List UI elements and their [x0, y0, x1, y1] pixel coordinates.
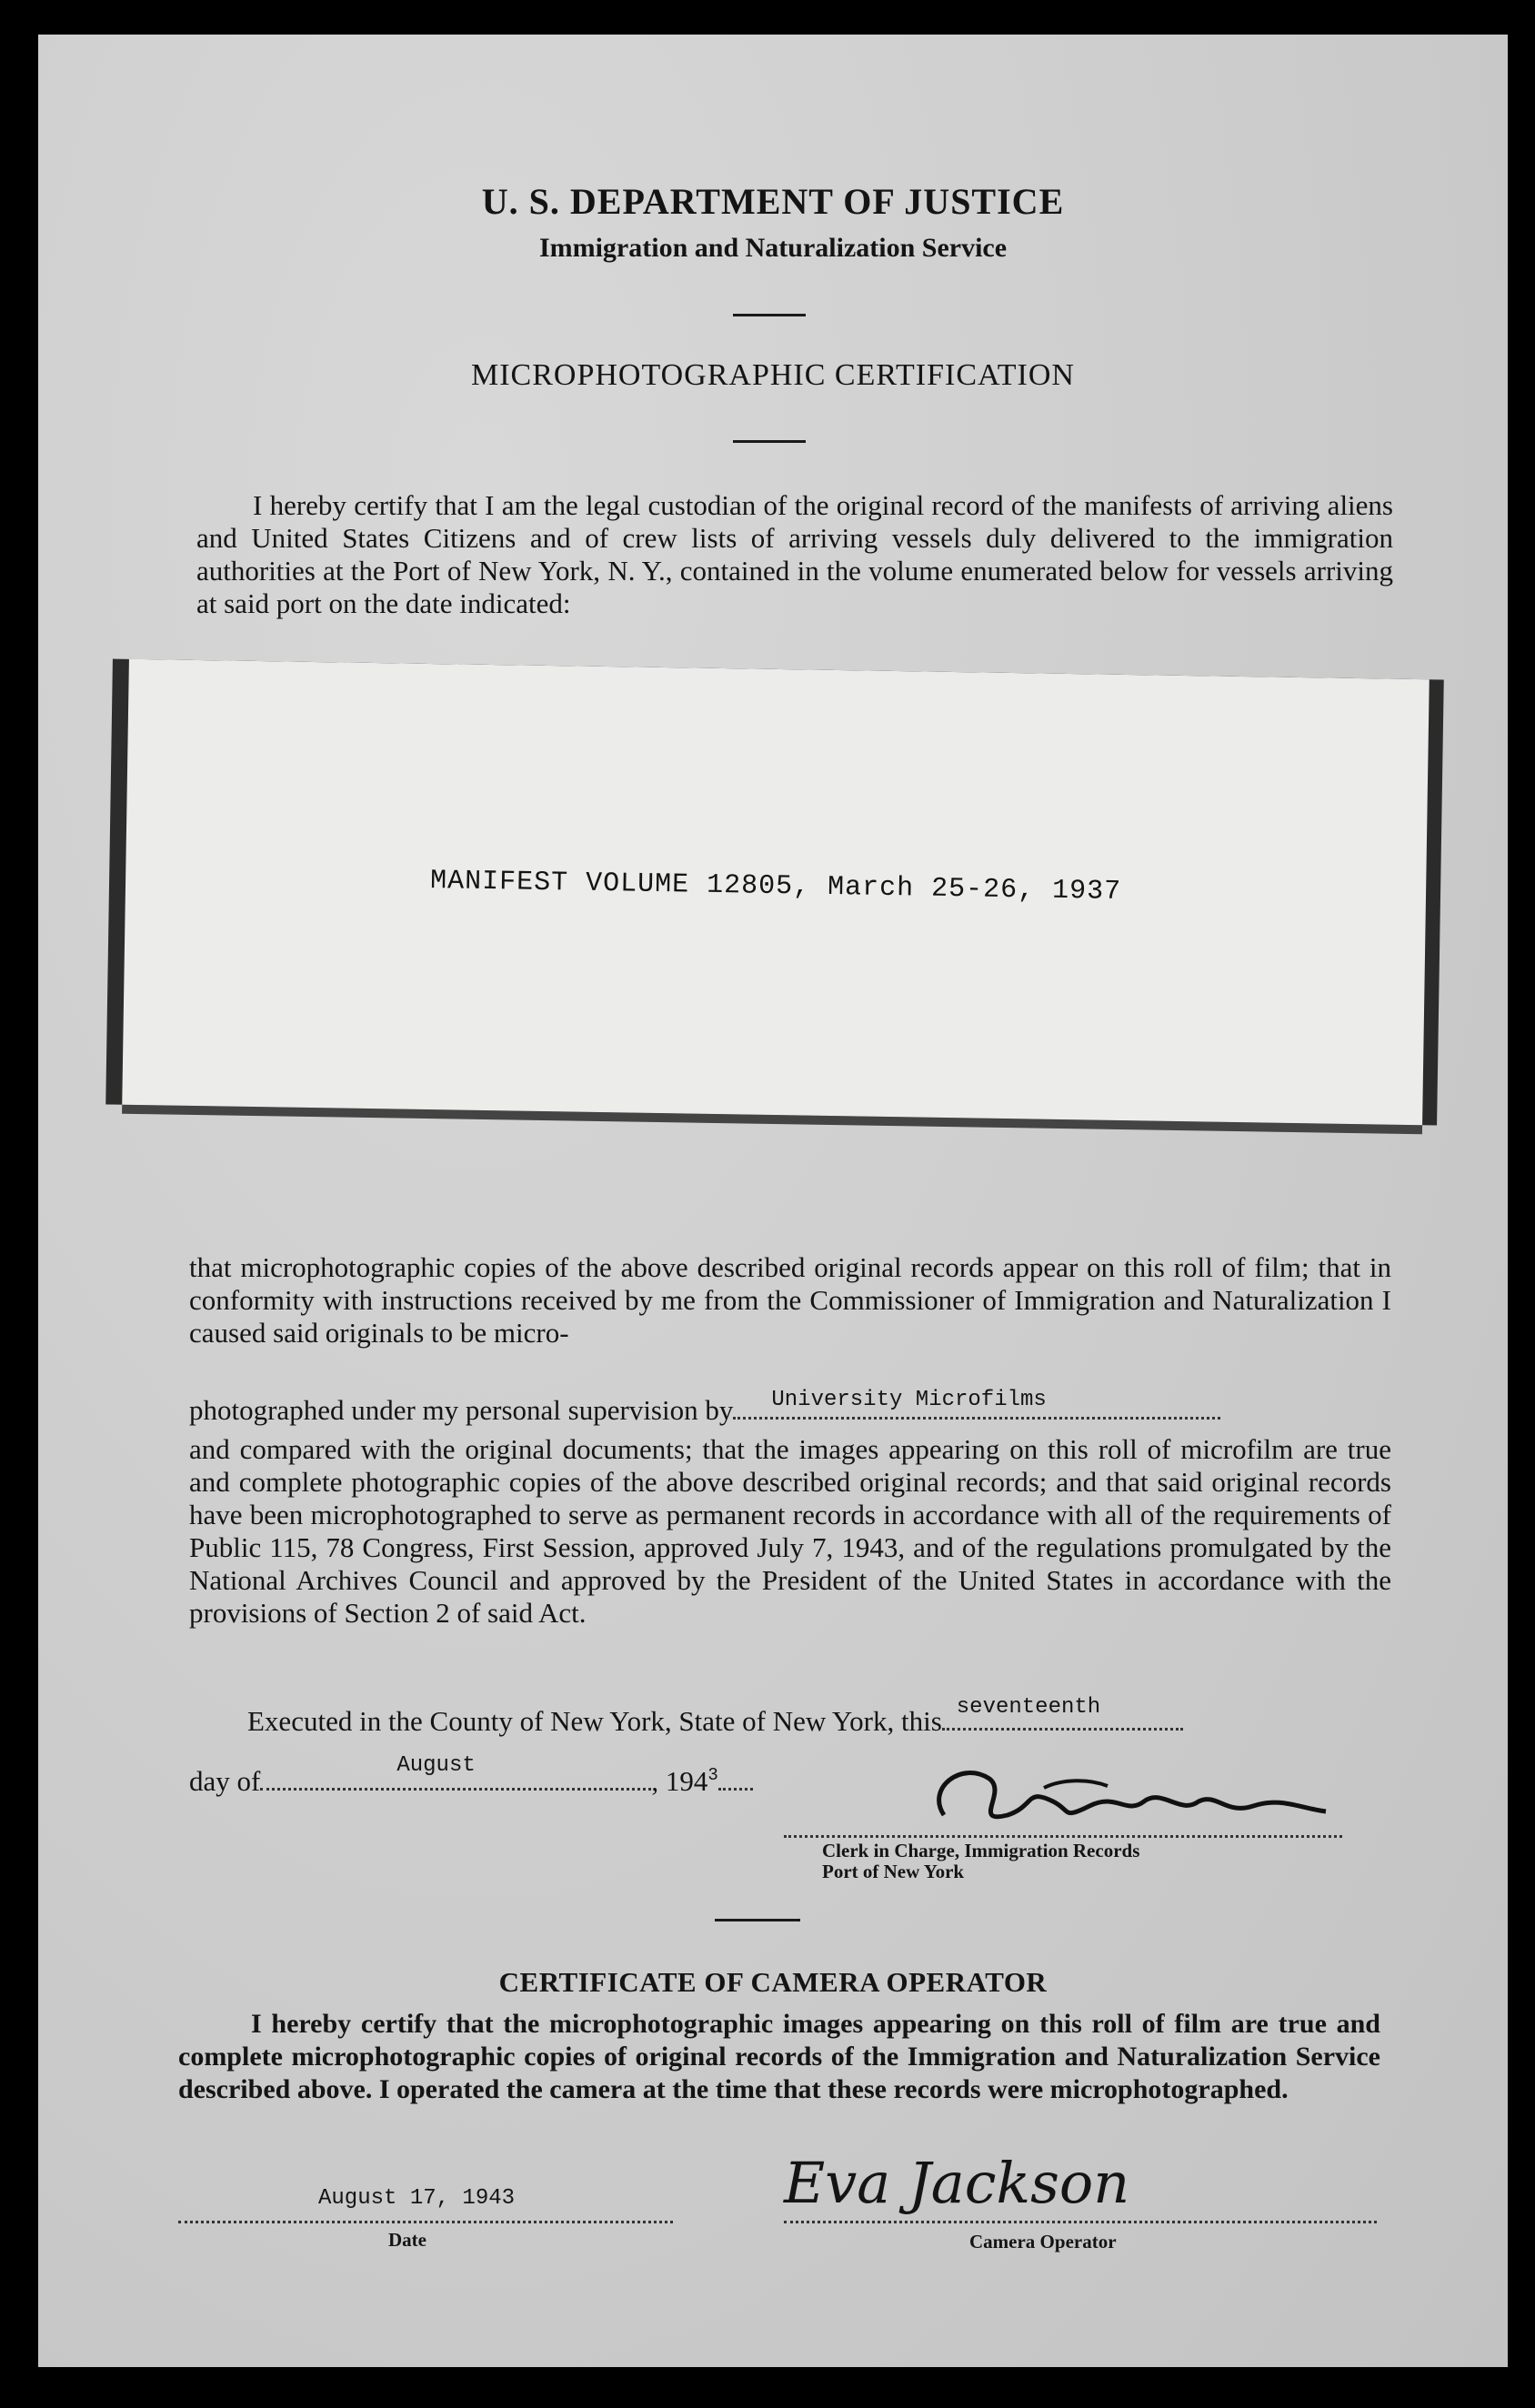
clerk-title-line2: Port of New York: [822, 1861, 965, 1882]
supervision-prefix: photographed under my personal supervision by: [189, 1394, 734, 1426]
date-line: [189, 1753, 753, 1798]
year-dots: [718, 1764, 753, 1791]
divider: [715, 1919, 800, 1921]
supervisor-field: [733, 1388, 1220, 1420]
manifest-volume-text: MANIFEST VOLUME 12805, March 25-26, 1937: [429, 866, 1122, 908]
certification-title: MICROPHOTOGRAPHIC CERTIFICATION: [470, 358, 1075, 392]
intro-paragraph: I hereby certify that I am the legal custodian of the original record of the manifests of arriving aliens and United States Citizens and of crew lists of arriving vessels duly delivered to the immigration authorities at the Port of New York, N. Y., contained in the volume enumerated below for vessels arriving at said port on the date indicated:: [196, 489, 1393, 619]
day-value: seventeenth: [956, 1695, 1101, 1720]
operator-signature: Eva Jackson: [784, 2150, 1130, 2216]
date-label: Date: [388, 2229, 426, 2251]
month-value: August: [396, 1753, 476, 1778]
executed-line: [247, 1695, 1183, 1738]
certificate-page: [38, 35, 1508, 2367]
camera-operator-heading: CERTIFICATE OF CAMERA OPERATOR: [498, 1966, 1048, 1998]
month-field: [260, 1753, 651, 1791]
operator-label: Camera Operator: [969, 2231, 1117, 2252]
divider: [733, 314, 806, 316]
date-value: August 17, 1943: [318, 2186, 516, 2211]
clerk-signature: [908, 1751, 1335, 1842]
date-field: [178, 2186, 673, 2223]
year-prefix: , 194: [651, 1765, 708, 1797]
divider: [733, 440, 806, 443]
supervision-line: [189, 1388, 1391, 1427]
manifest-volume-card: [122, 659, 1430, 1125]
supervisor-value: University Microfilms: [771, 1388, 1047, 1412]
body-paragraph-part1: that microphotographic copies of the above described original records appear on this roll of film; that in conformity with instructions received by me from the Commissioner of Immigration and Naturalization I caused said originals to be micro-: [189, 1251, 1391, 1349]
clerk-title-line1: Clerk in Charge, Immigration Records: [822, 1840, 1140, 1861]
day-field: [942, 1695, 1183, 1731]
camera-operator-paragraph: I hereby certify that the microphotographic images appearing on this roll of film are true and complete microphotographic copies of original records of the Immigration and Naturalization Service described above. I operated the camera at the time that these records were microphotographed.: [178, 2009, 1380, 2104]
service-subheading: Immigration and Naturalization Service: [538, 233, 1008, 263]
body-paragraph-part2: and compared with the original documents; that the images appearing on this roll of microfilm are true and complete photographic copies of the above described original records; and that said original records have been microphotographed to serve as permanent records in accordance with all of the requirements of Public 115, 78 Congress, First Session, approved July 7, 1943, and of the regulations promulgated by the National Archives Council and approved by the President of the United States in accordance with the provisions of Section 2 of said Act.: [189, 1433, 1391, 1629]
year-digit: 3: [707, 1765, 718, 1785]
executed-prefix: Executed in the County of New York, State of New York, this: [247, 1705, 942, 1737]
day-of-label: day of: [189, 1765, 261, 1797]
department-heading: U. S. DEPARTMENT OF JUSTICE: [481, 181, 1065, 222]
